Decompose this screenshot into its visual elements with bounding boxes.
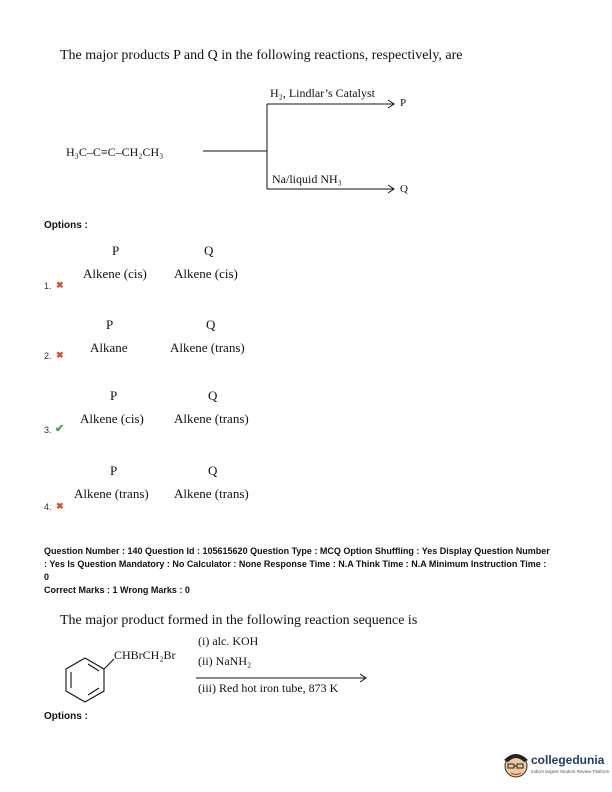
option-1-p-value: Alkene (cis) (83, 266, 147, 281)
option-2-q-value: Alkene (trans) (170, 340, 245, 355)
question-meta (44, 545, 584, 597)
substituent-label: CHBrCH₂Br (114, 648, 176, 662)
option-2-p-header: P (106, 317, 114, 332)
step-2: (ii) NaNH₂ (198, 654, 252, 668)
option-3-q-header: Q (208, 388, 218, 403)
reaction-scheme-1 (0, 0, 612, 220)
meta-line-3: 0 (44, 572, 50, 582)
option-1-number: 1. (44, 281, 52, 291)
option-2-q-header: Q (206, 317, 216, 332)
option-2[interactable] (40, 314, 280, 370)
reagent-na-nh3: Na/liquid NH₃ (272, 172, 342, 186)
question-1-text: The major products P and Q in the following reactions, respectively, are (60, 48, 463, 63)
product-q-label: Q (400, 183, 408, 195)
option-4[interactable] (40, 460, 280, 516)
option-1-q-header: Q (204, 243, 214, 258)
benzene-ring-icon (0, 630, 612, 710)
option-1[interactable] (40, 240, 280, 296)
step-3: (iii) Red hot iron tube, 873 K (198, 681, 339, 695)
option-4-p-header: P (110, 463, 118, 478)
marks-info: Correct Marks : 1 Wrong Marks : 0 (44, 585, 190, 595)
reaction-scheme-2 (0, 630, 612, 710)
option-3[interactable] (40, 385, 280, 441)
option-3-q-value: Alkene (trans) (174, 411, 249, 426)
meta-line-1: Question Number : 140 Question Id : 105615620 Question Type : MCQ Option Shuffling : Yes Display Question Number (44, 546, 550, 556)
option-2-p-value: Alkane (90, 340, 128, 355)
wrong-mark-icon: ✖ (56, 350, 64, 360)
logo-tagline: India's largest Student Review Platform (531, 769, 610, 774)
option-4-q-header: Q (208, 463, 218, 478)
option-3-p-header: P (110, 388, 118, 403)
reagent-lindlar: H₂, Lindlar’s Catalyst (270, 86, 375, 100)
option-2-number: 2. (44, 351, 52, 361)
option-4-q-value: Alkene (trans) (174, 486, 249, 501)
collegedunia-logo (500, 748, 608, 784)
wrong-mark-icon: ✖ (56, 280, 64, 290)
wrong-mark-icon: ✖ (56, 501, 64, 511)
correct-check-icon: ✔ (55, 423, 65, 435)
options-label-2: Options : (44, 711, 88, 722)
option-4-p-value: Alkene (trans) (74, 486, 149, 501)
step-1: (i) alc. KOH (198, 634, 259, 648)
option-3-number: 3. (44, 425, 52, 435)
option-1-p-header: P (112, 243, 120, 258)
option-3-p-value: Alkene (cis) (80, 411, 144, 426)
option-1-q-value: Alkene (cis) (174, 266, 238, 281)
options-label-1: Options : (44, 220, 88, 231)
reactant-2-pentyne: H₃C–C≡C–CH₂CH₃ (66, 145, 164, 159)
logo-name: collegedunia (531, 753, 605, 767)
reaction-arrows-1 (0, 0, 612, 220)
question-2-text: The major product formed in the following reaction sequence is (60, 613, 418, 628)
product-p-label: P (400, 97, 407, 109)
option-4-number: 4. (44, 502, 52, 512)
meta-line-2: : Yes Is Question Mandatory : No Calculator : None Response Time : N.A Think Time : N.A Minimum Instruction Time : (44, 559, 547, 569)
